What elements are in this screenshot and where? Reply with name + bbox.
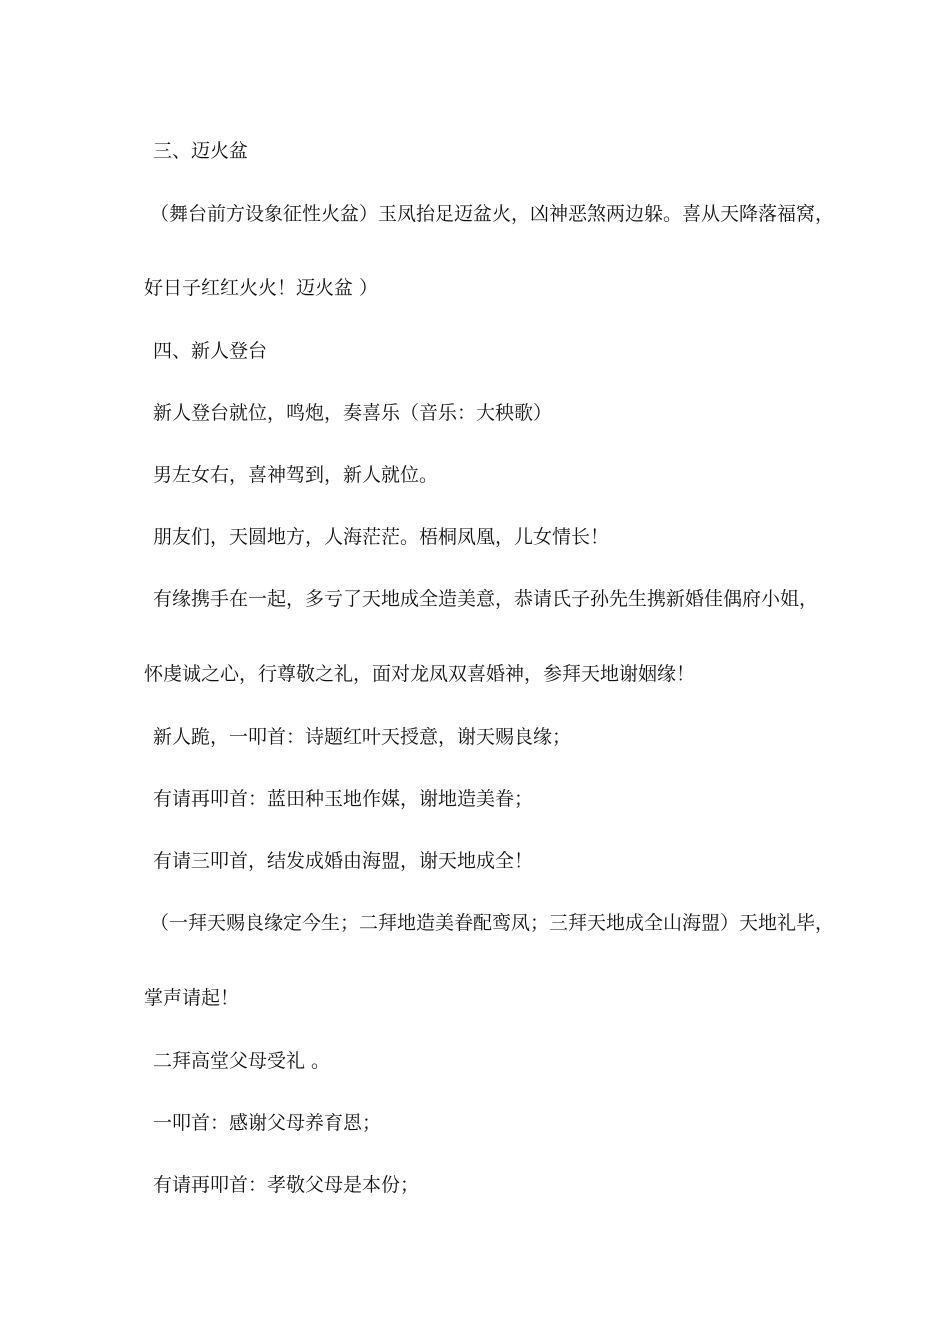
paragraph-line-continuation: 掌声请起！ — [144, 987, 240, 1009]
paragraph-line: 朋友们，天圆地方，人海茫茫。梧桐凤凰，儿女情长！ — [153, 526, 610, 548]
paragraph-line-continuation: 好日子红红火火！迈火盆 ） — [144, 277, 379, 299]
section-heading-step-three: 三、迈火盆 — [153, 140, 249, 162]
paragraph-line: 男左女右，喜神驾到，新人就位。 — [153, 464, 439, 486]
paragraph-line-continuation: 怀虔诚之心，行尊敬之礼，面对龙凤双喜婚神，参拜天地谢姻缘！ — [144, 663, 696, 685]
paragraph-line: （舞台前方设象征性火盆）玉凤抬足迈盆火，凶神恶煞两边躲。喜从天降落福窝， — [150, 203, 835, 225]
paragraph-line: 有请再叩首：孝敬父母是本份； — [153, 1174, 420, 1196]
paragraph-line: 二拜高堂父母受礼 。 — [153, 1050, 331, 1072]
paragraph-line: 有请三叩首，结发成婚由海盟，谢天地成全！ — [153, 850, 534, 872]
paragraph-line: 一叩首：感谢父母养育恩； — [153, 1112, 382, 1134]
paragraph-line: 有缘携手在一起，多亏了天地成全造美意，恭请氏子孙先生携新婚佳偶府小姐， — [153, 588, 819, 610]
paragraph-line: （一拜天赐良缘定今生；二拜地造美眷配鸾凤；三拜天地成全山海盟）天地礼毕， — [150, 912, 835, 934]
paragraph-line: 有请再叩首：蓝田种玉地作媒，谢地造美眷； — [153, 788, 534, 810]
paragraph-line: 新人跪，一叩首：诗题红叶天授意，谢天赐良缘； — [153, 726, 572, 748]
paragraph-line: 新人登台就位，鸣炮，奏喜乐（音乐：大秧歌） — [153, 402, 553, 424]
section-heading-step-four: 四、新人登台 — [153, 340, 268, 362]
